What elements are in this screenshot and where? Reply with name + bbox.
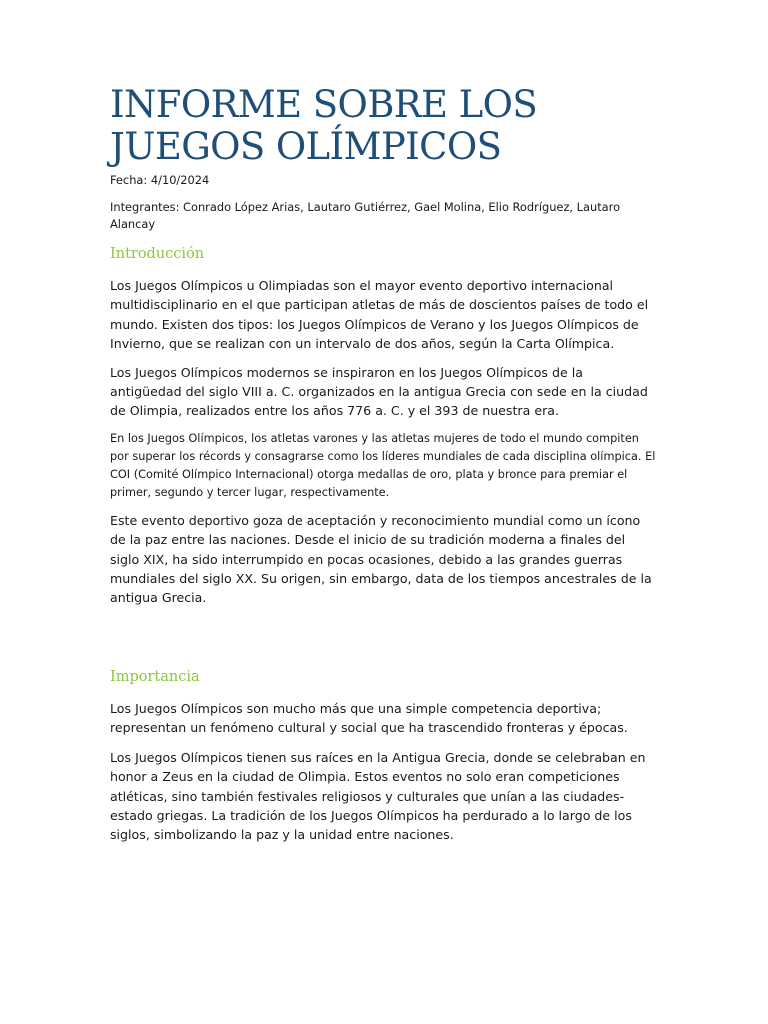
paragraph-intro-4: Este evento deportivo goza de aceptación y reconocimiento mundial como un ícono de la paz entre las naciones. Desde el inicio de su tradición moderna a finales del siglo XIX, ha sido interrumpido en pocas ocasiones, debido a las grandes guerras mundiales del siglo XX. Su origen, sin embargo, data de los tiempos ancestrales de la antigua Grecia. — [110, 512, 652, 606]
document-title: INFORME SOBRE LOS JUEGOS OLÍMPICOS — [110, 83, 538, 168]
section-heading-introduccion: Introducción — [110, 246, 205, 262]
paragraph-intro-1: Los Juegos Olímpicos u Olimpiadas son el mayor evento deportivo internacional multidisciplinario en el que participan atletas de más de doscientos países de todo el mundo. Existen dos tipos: los Juegos Olímpicos de Verano y los Juegos Olímpicos de Invierno, que se realizan con un intervalo de dos años, según la Carta Olímpica. — [110, 278, 649, 352]
paragraph-intro-2: Los Juegos Olímpicos modernos se inspiraron en los Juegos Olímpicos de la antigüedad del siglo VIII a. C. organizados en la antigua Grecia con sede en la ciudad de Olimpia, realizados entre los años 776 a. C. y el 393 de nuestra era. — [110, 364, 648, 419]
paragraph-importancia-2: Los Juegos Olímpicos tienen sus raíces en la Antigua Grecia, donde se celebraban en honor a Zeus en la ciudad de Olimpia. Estos eventos no solo eran competiciones atléticas, sino también festivales religiosos y culturales que unían a las ciudades-estado griegas. La tradición de los Juegos Olímpicos ha perdurado a lo largo de los siglos, simbolizando la paz y la unidad entre naciones. — [110, 749, 646, 843]
paragraph-intro-3: En los Juegos Olímpicos, los atletas varones y las atletas mujeres de todo el mundo compiten por superar los récords y consagrarse como los líderes mundiales de cada disciplina olímpica. El COI (Comité Olímpico Internacional) otorga medallas de oro, plata y bronce para premiar el primer, segundo y tercer lugar, respectivamente. — [110, 431, 656, 499]
paragraph-importancia-1: Los Juegos Olímpicos son mucho más que una simple competencia deportiva; representan un fenómeno cultural y social que ha trascendido fronteras y épocas. — [110, 700, 628, 736]
document-page — [110, 84, 658, 845]
document-date: Fecha: 4/10/2024 — [110, 173, 210, 187]
document-authors: Integrantes: Conrado López Arias, Lautaro Gutiérrez, Gael Molina, Elio Rodríguez, Lautaro Alancay — [110, 200, 621, 231]
section-heading-importancia: Importancia — [110, 668, 200, 685]
